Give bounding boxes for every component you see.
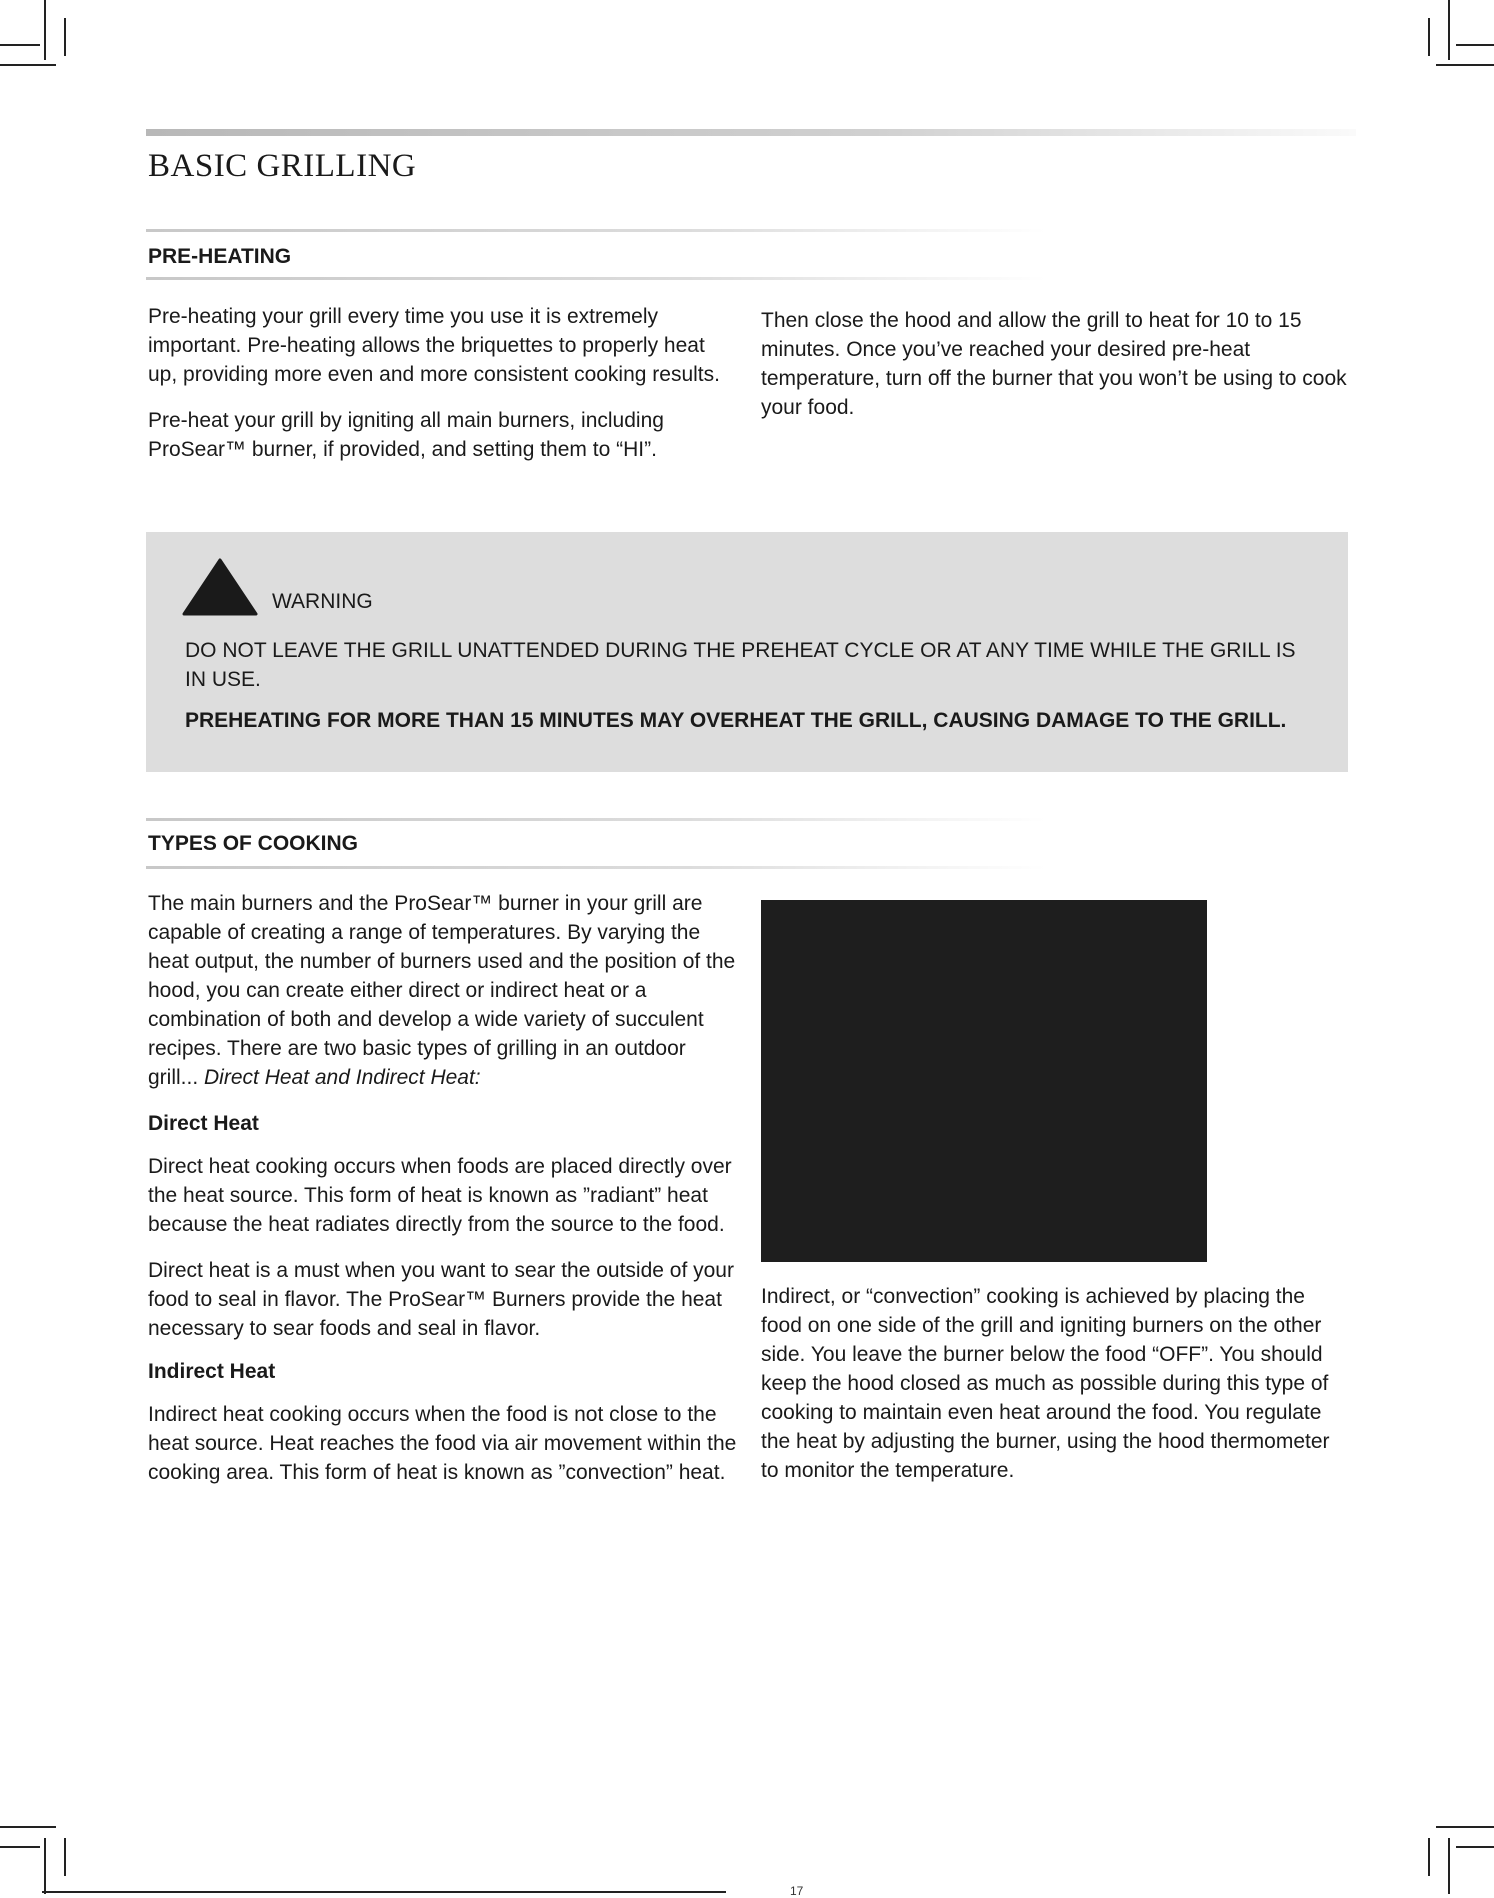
crop-mark xyxy=(1448,1838,1450,1894)
direct-heat-heading: Direct Heat xyxy=(148,1112,259,1135)
page-title: BASIC GRILLING xyxy=(148,148,417,184)
crop-mark xyxy=(44,0,46,60)
paragraph: Indirect heat cooking occurs when the food is not close to the heat source. Heat reaches the food via air movement within the cooking area. This form of heat is known as ”convection” heat. xyxy=(148,1403,737,1484)
section-rule xyxy=(146,866,1046,869)
title-bar-rule xyxy=(146,129,1356,136)
preheating-heading: PRE-HEATING xyxy=(148,245,292,268)
crop-mark xyxy=(64,1838,66,1876)
paragraph: Pre-heating your grill every time you use it is extremely important. Pre-heating allows the briquettes to properly heat up, providing more even and more consistent cooking results. xyxy=(148,305,720,386)
intro-paragraph xyxy=(148,889,738,1092)
preheating-right-column xyxy=(761,306,1351,439)
paragraph: Direct heat cooking occurs when foods are placed directly over the heat source. This form of heat is known as ”radiant” heat because the heat radiates directly from the source to the food. xyxy=(148,1155,732,1236)
paragraph: Indirect, or “convection” cooking is achieved by placing the food on one side of the grill and igniting burners on the other side. You leave the burner below the food “OFF”. You should keep the hood closed as much as possible during this type of cooking to maintain even heat around the food. You regulate the heat by adjusting the burner, using the hood thermometer to monitor the temperature. xyxy=(761,1285,1330,1482)
types-right-column xyxy=(761,1282,1336,1502)
warning-box xyxy=(146,532,1348,772)
crop-mark xyxy=(1456,44,1494,46)
paragraph: Pre-heat your grill by igniting all main burners, including ProSear™ burner, if provided, and setting them to “HI”. xyxy=(148,409,664,461)
warning-bold-text: PREHEATING FOR MORE THAN 15 MINUTES MAY OVERHEAT THE GRILL, CAUSING DAMAGE TO THE GRILL. xyxy=(185,709,1287,732)
intro-text: The main burners and the ProSear™ burner in your grill are capable of creating a range of temperatures. By varying the heat output, the number of burners used and the position of the hood, you can create either direct or indirect heat or a combination of both and develop a wide variety of succulent recipes. There are two basic types of grilling in an outdoor grill... xyxy=(148,892,736,1089)
grill-photo xyxy=(761,900,1207,1262)
crop-mark xyxy=(1436,64,1494,66)
crop-mark xyxy=(64,18,66,56)
section-rule xyxy=(146,229,1046,232)
indirect-heat-heading: Indirect Heat xyxy=(148,1360,276,1383)
paragraph: Then close the hood and allow the grill to heat for 10 to 15 minutes. Once you’ve reached your desired pre-heat temperature, turn off the burner that you won’t be using to cook your food. xyxy=(761,309,1347,419)
section-rule xyxy=(146,277,1046,280)
warning-triangle-icon xyxy=(182,558,258,616)
crop-mark xyxy=(0,44,40,46)
crop-mark xyxy=(0,1846,40,1848)
preheating-left-column xyxy=(148,302,738,481)
paragraph: Direct heat is a must when you want to sear the outside of your food to seal in flavor. The ProSear™ Burners provide the heat necessary to sear foods and seal in flavor. xyxy=(148,1259,734,1340)
page-number: 17 xyxy=(790,1884,804,1898)
types-heading: TYPES OF COOKING xyxy=(148,832,359,855)
footer-rule xyxy=(42,1891,726,1893)
crop-mark xyxy=(1436,1826,1494,1828)
types-left-column xyxy=(148,889,738,1504)
crop-mark xyxy=(1428,1838,1430,1876)
crop-mark xyxy=(44,1838,46,1894)
crop-mark xyxy=(0,64,56,66)
warning-text: DO NOT LEAVE THE GRILL UNATTENDED DURING THE PREHEAT CYCLE OR AT ANY TIME WHILE THE GRILL IS IN USE. xyxy=(185,639,1296,691)
crop-mark xyxy=(1456,1846,1494,1848)
crop-mark xyxy=(1448,0,1450,60)
intro-italic-text: Direct Heat and Indirect Heat: xyxy=(204,1066,481,1089)
crop-mark xyxy=(1428,18,1430,56)
section-rule xyxy=(146,818,1046,821)
warning-label: WARNING xyxy=(272,590,373,613)
crop-mark xyxy=(0,1826,56,1828)
